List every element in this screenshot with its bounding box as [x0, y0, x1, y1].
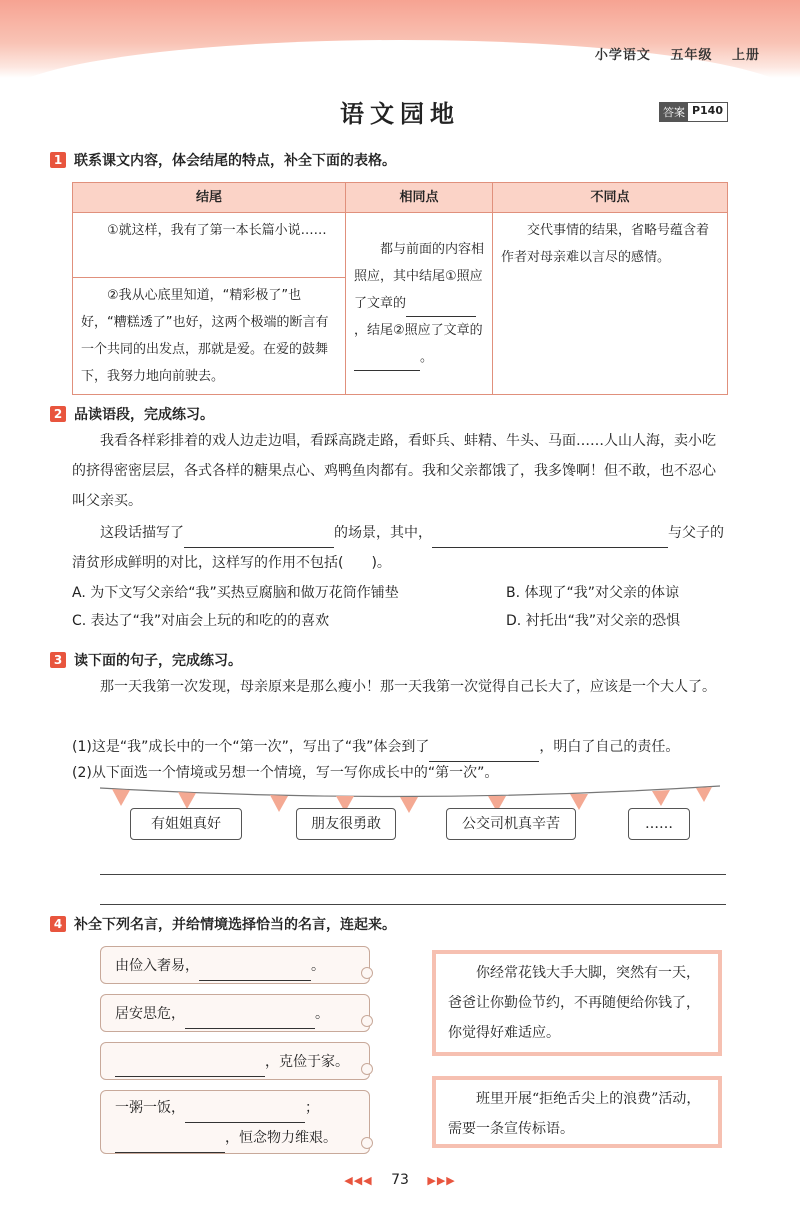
scenario-card-other[interactable]: ……	[628, 808, 690, 840]
option-c[interactable]: C. 表达了“我”对庙会上玩的和吃的的喜欢	[72, 613, 330, 629]
question-3-sub-1-a: (1)这是“我”成长中的一个“第一次”，写出了“我”体会到了	[72, 739, 430, 755]
same-point-text-b: ，结尾②照应了文章的	[354, 323, 483, 338]
page-title: 语文园地	[340, 99, 460, 128]
bunting-flag	[696, 787, 712, 802]
saying-2	[100, 994, 370, 1032]
question-3-number: 3	[50, 652, 66, 668]
question-1-number: 1	[50, 152, 66, 168]
bunting-flag	[270, 795, 288, 812]
header-volume: 上册	[731, 48, 760, 63]
saying-2-end: 。	[315, 1006, 329, 1022]
saying-3-text: ，克俭于家。	[265, 1054, 349, 1070]
saying-3-blank[interactable]	[115, 1076, 265, 1077]
question-3-heading	[50, 650, 242, 670]
question-2-heading	[50, 404, 214, 424]
same-point-text-c: 。	[420, 350, 434, 365]
scenario-card-driver[interactable]: 公交司机真辛苦	[446, 808, 576, 840]
scenario-card-sister[interactable]: 有姐姐真好	[130, 808, 242, 840]
question-3-sub-2: (2)从下面选一个情境或另想一个情境，写一写你成长中的“第一次”。	[72, 765, 499, 781]
table-header-ending: 结尾	[73, 183, 346, 213]
question-2-prompt-c: 与父子的清贫形成鲜明的对比，这样写的作用不包括( )。	[72, 525, 724, 571]
question-2-prompt-a: 这段话描写了	[100, 525, 184, 541]
saying-4-text-a: 一粥一饭，	[115, 1100, 185, 1116]
scene-2-box: 班里开展“拒绝舌尖上的浪费”活动，需要一条宣传标语。	[432, 1076, 722, 1148]
scene-blank[interactable]	[184, 547, 334, 548]
header-info	[581, 44, 760, 63]
left-arrows-icon: ◀◀◀	[344, 1174, 373, 1187]
writing-line-2[interactable]	[100, 904, 726, 905]
saying-4-text-c: ，恒念物力维艰。	[225, 1130, 337, 1146]
saying-1-end: 。	[311, 958, 325, 974]
table-header-same: 相同点	[346, 183, 493, 213]
scenario-card-friend[interactable]: 朋友很勇敢	[296, 808, 396, 840]
option-b[interactable]: B. 体现了“我”对父亲的体谅	[506, 585, 680, 601]
saying-2-blank[interactable]	[185, 1028, 315, 1029]
same-blank-1[interactable]	[406, 316, 450, 317]
page-footer	[0, 1172, 800, 1188]
saying-4-blank-2[interactable]	[115, 1152, 225, 1153]
same-point-cell	[346, 213, 493, 395]
answer-page: P140	[691, 104, 723, 117]
question-3-sub-1-b: ，明白了自己的责任。	[539, 739, 680, 755]
option-d[interactable]: D. 衬托出“我”对父亲的恐惧	[506, 613, 681, 629]
same-blank-2[interactable]	[354, 370, 420, 371]
question-1-text: 联系课文内容，体会结尾的特点，补全下面的表格。	[74, 153, 396, 169]
scene-1-box: 你经常花钱大手大脚，突然有一天，爸爸让你勤俭节约，不再随便给你钱了，你觉得好难适应。	[432, 950, 722, 1056]
header-subject: 小学语文	[594, 48, 651, 63]
question-3-text: 读下面的句子，完成练习。	[74, 653, 242, 669]
option-a[interactable]: A. 为下文写父亲给“我”买热豆腐脑和做万花筒作铺垫	[72, 585, 399, 601]
header-grade: 五年级	[670, 48, 713, 63]
saying-4-text-b: ；	[305, 1100, 319, 1116]
right-arrows-icon: ▶▶▶	[427, 1174, 456, 1187]
same-blank-1b[interactable]	[450, 316, 476, 317]
question-4-heading	[50, 914, 396, 934]
ending-2-cell: ②我从心底里知道，“精彩极了”也好，“糟糕透了”也好，这两个极端的断言有一个共同的出发点，那就是爱。在爱的鼓舞下，我努力地向前驶去。	[73, 278, 346, 395]
saying-4	[100, 1090, 370, 1154]
diff-point-cell: 交代事情的结果，省略号蕴含着作者对母亲难以言尽的感情。	[493, 213, 728, 395]
question-2-number: 2	[50, 406, 66, 422]
saying-1	[100, 946, 370, 984]
question-2-text: 品读语段，完成练习。	[74, 407, 214, 423]
bunting-flag	[112, 789, 130, 806]
page-number: 73	[391, 1172, 409, 1188]
saying-3	[100, 1042, 370, 1080]
question-2-prompt-b: 的场景，其中，	[334, 525, 432, 541]
table-header-diff: 不同点	[493, 183, 728, 213]
question-3-sentence: 那一天我第一次发现，母亲原来是那么瘦小！那一天我第一次觉得自己长大了，应该是一个大人了。	[100, 679, 716, 695]
question-4-number: 4	[50, 916, 66, 932]
ending-1-cell: ①就这样，我有了第一本长篇小说……	[73, 213, 346, 278]
bunting-flag	[652, 790, 670, 806]
question-2-prompt	[72, 518, 728, 578]
answer-label: 答案	[660, 103, 688, 121]
question-1-heading	[50, 150, 396, 170]
saying-1-text: 由俭入奢易，	[115, 958, 199, 974]
question-2-passage: 我看各样彩排着的戏人边走边唱，看踩高跷走路，看虾兵、蚌精、牛头、马面……人山人海，卖小吃的挤得密密层层，各式各样的糖果点心、鸡鸭鱼肉都有。我和父亲都饿了，我多馋啊！但不敢，也不忍心叫父亲买。	[72, 433, 716, 509]
saying-1-blank[interactable]	[199, 980, 311, 981]
bunting-flag	[178, 792, 196, 809]
ending-table	[72, 182, 728, 395]
saying-2-text: 居安思危，	[115, 1006, 185, 1022]
contrast-blank[interactable]	[432, 547, 668, 548]
writing-line-1[interactable]	[100, 874, 726, 875]
question-4-text: 补全下列名言，并给情境选择恰当的名言，连起来。	[74, 917, 396, 933]
answer-tag	[659, 102, 728, 122]
same-point-text-a: 都与前面的内容相照应，其中结尾①照应了文章的	[354, 242, 485, 311]
bunting-flag	[400, 797, 418, 813]
